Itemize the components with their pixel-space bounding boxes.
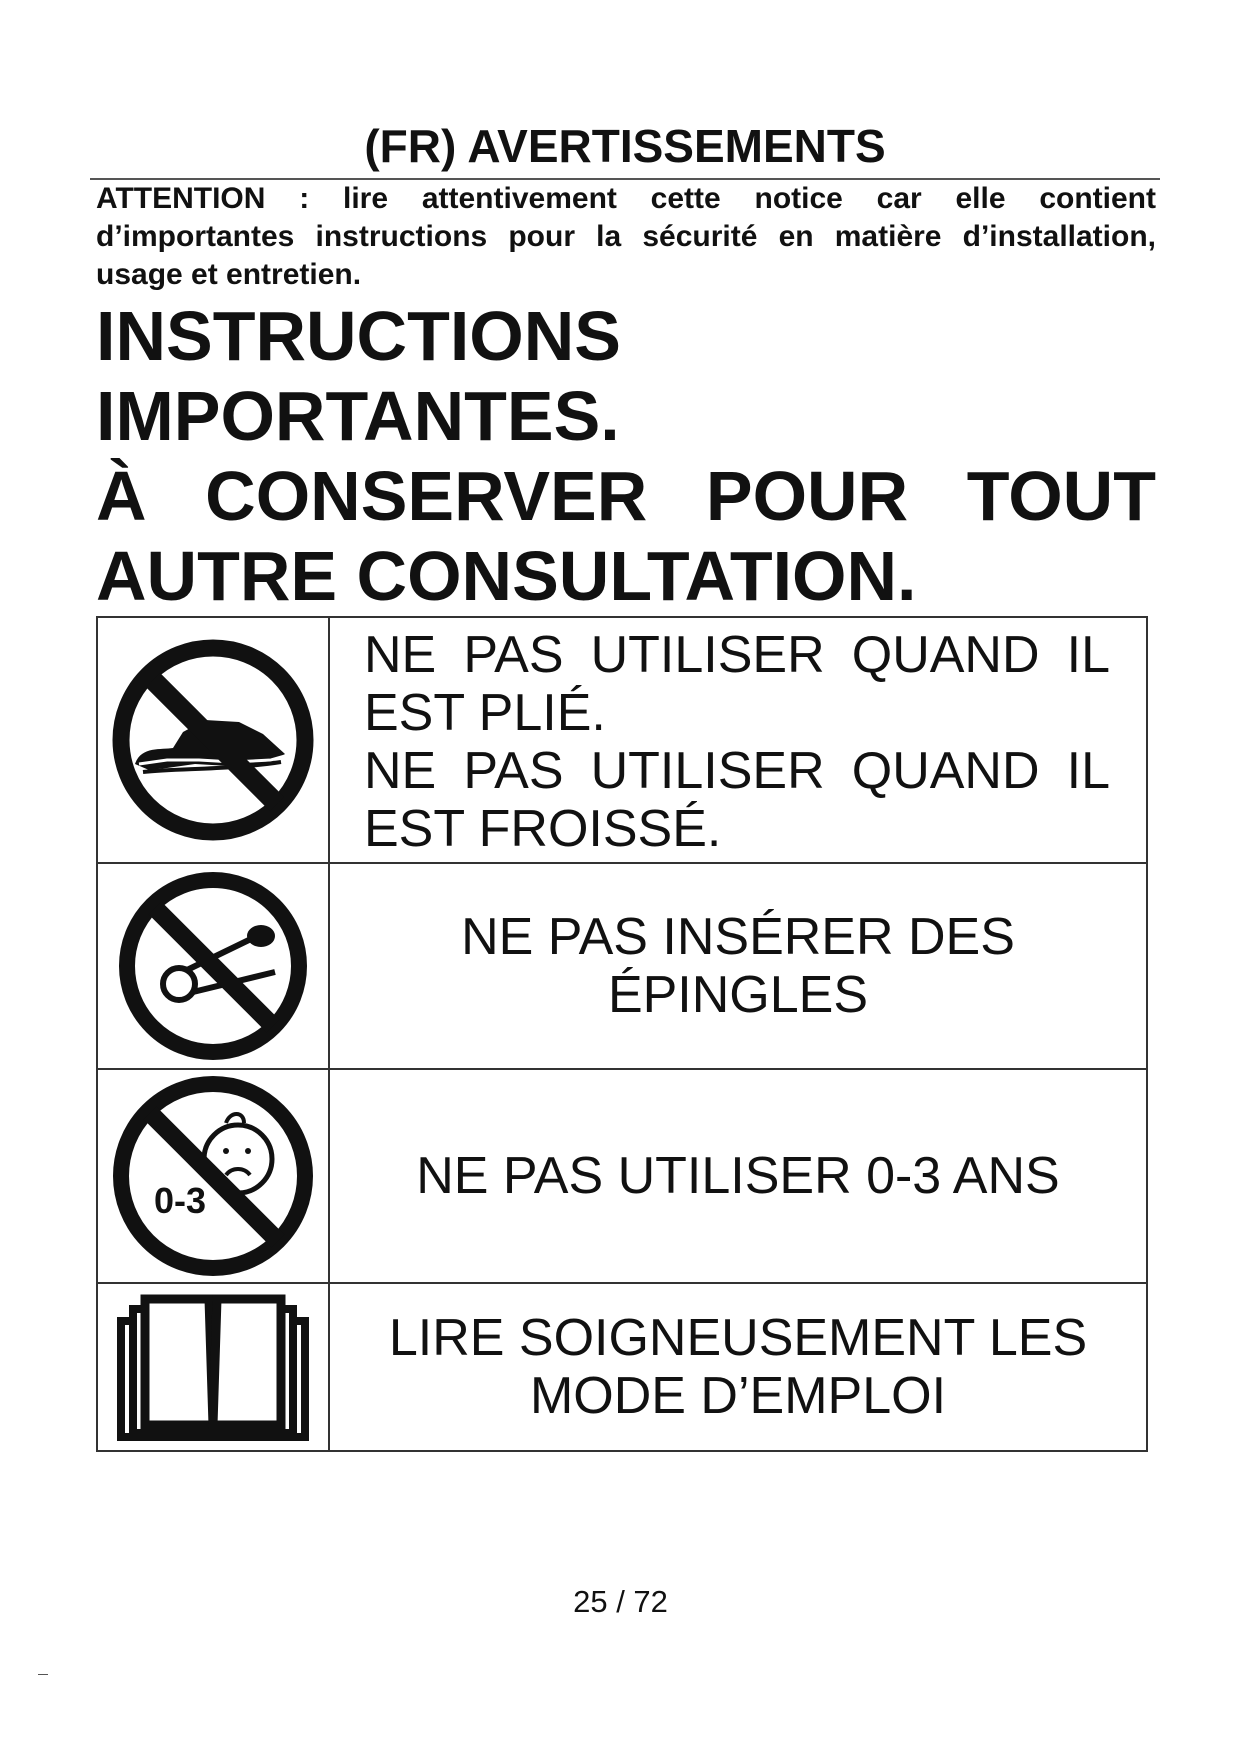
age-range-label: 0-3 — [154, 1180, 207, 1221]
warning-line: MODE D’EMPLOI — [529, 1367, 947, 1425]
no-pins-icon — [115, 868, 311, 1064]
warning-line: NE PAS UTILISER QUAND IL — [364, 742, 1110, 800]
warning-line: EST PLIÉ. — [364, 684, 606, 742]
read-manual-book-icon — [117, 1291, 309, 1443]
warning-line: LIRE SOIGNEUSEMENT LES — [388, 1309, 1088, 1367]
title-line: À CONSERVER POUR TOUT — [96, 457, 1156, 535]
title-line: INSTRUCTIONS — [96, 297, 621, 375]
warning-line: ÉPINGLES — [607, 966, 869, 1024]
warning-icon-cell — [97, 863, 329, 1069]
warning-row-no-pins — [97, 863, 1147, 1069]
warning-text — [329, 617, 1147, 863]
important-instructions-title — [96, 296, 1156, 616]
warning-row-no-child — [97, 1069, 1147, 1283]
attention-line: ATTENTION : lire attentivement cette notice car elle contient — [96, 182, 1156, 215]
warning-text — [329, 863, 1147, 1069]
warning-row-no-folding — [97, 617, 1147, 863]
no-child-0-3-icon — [110, 1073, 316, 1279]
attention-line: d’importantes instructions pour la sécurité en matière d’installation, — [96, 220, 1156, 253]
page-number: 25 / 72 — [573, 1584, 668, 1619]
title-line: AUTRE CONSULTATION. — [96, 537, 917, 615]
warning-text — [329, 1283, 1147, 1451]
no-folding-icon — [109, 636, 317, 844]
page-title: (FR) AVERTISSEMENTS — [364, 120, 886, 172]
title-line: IMPORTANTES. — [96, 377, 620, 455]
warning-line: EST FROISSÉ. — [364, 800, 722, 858]
warning-icon-cell — [97, 1069, 329, 1283]
warning-text — [329, 1069, 1147, 1283]
warning-icon-cell — [97, 617, 329, 863]
corner-mark — [38, 1674, 48, 1675]
warning-icon-cell — [97, 1283, 329, 1451]
attention-notice — [96, 180, 1156, 294]
attention-line: usage et entretien. — [96, 258, 362, 291]
warning-line: NE PAS UTILISER 0-3 ANS — [416, 1147, 1060, 1205]
warnings-table — [96, 616, 1148, 1452]
warning-line: NE PAS INSÉRER DES — [461, 908, 1015, 966]
warning-row-read-manual — [97, 1283, 1147, 1451]
warning-line: NE PAS UTILISER QUAND IL — [364, 626, 1110, 684]
